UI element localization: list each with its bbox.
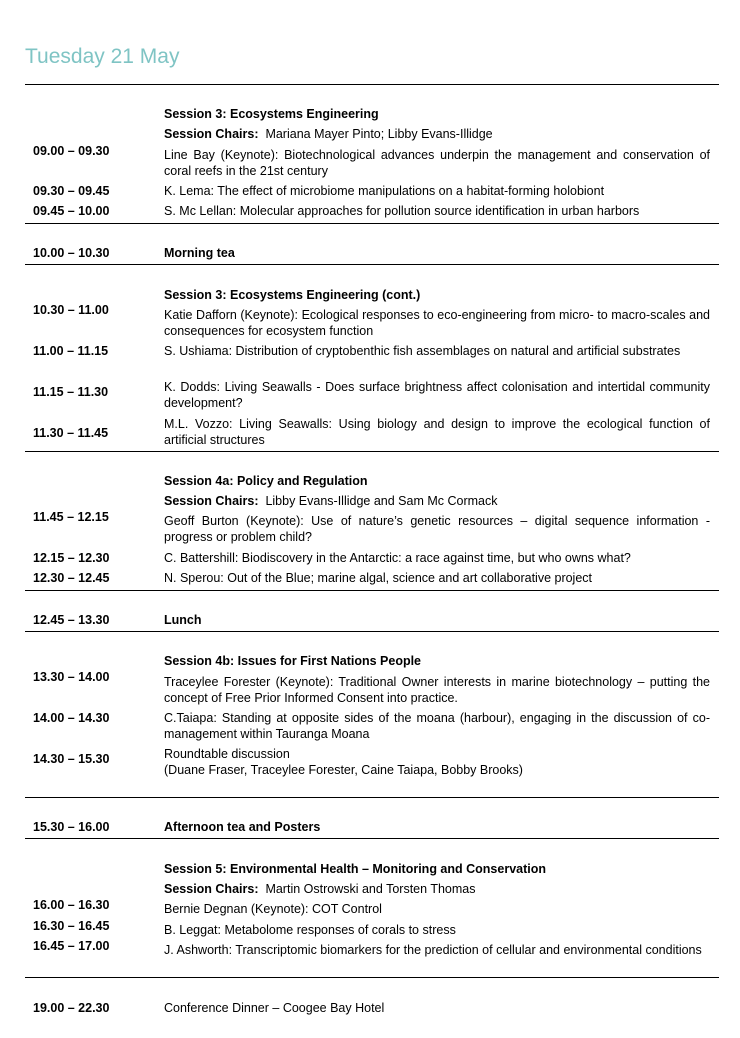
break-label: Afternoon tea and Posters <box>164 820 321 834</box>
schedule-time: 14.30 – 15.30 <box>33 752 110 766</box>
schedule-entry: C.Taiapa: Standing at opposite sides of the moana (harbour), engaging in the discussion of co-management within Tauranga Moana <box>164 711 710 741</box>
divider <box>25 631 719 632</box>
schedule-entry: K. Lema: The effect of microbiome manipulations on a habitat-forming holobiont <box>164 184 605 198</box>
schedule-entry: Conference Dinner – Coogee Bay Hotel <box>164 1001 385 1015</box>
schedule-time: 12.15 – 12.30 <box>33 551 110 565</box>
session-chairs-names: Libby Evans-Illidge and Sam Mc Cormack <box>265 494 498 508</box>
schedule-time: 12.30 – 12.45 <box>33 571 110 585</box>
session-title: Session 4a: Policy and Regulation <box>164 474 368 488</box>
schedule-time: 16.45 – 17.00 <box>33 939 110 953</box>
schedule-entry: N. Sperou: Out of the Blue; marine algal, science and art collaborative project <box>164 571 593 585</box>
divider <box>25 451 719 452</box>
schedule-entry: Line Bay (Keynote): Biotechnological advances underpin the management and conservation of coral reefs in the 21st century <box>164 148 710 178</box>
schedule-time: 10.30 – 11.00 <box>33 303 109 317</box>
schedule-entry: S. Mc Lellan: Molecular approaches for pollution source identification in urban harbors <box>164 204 640 218</box>
schedule-entry: Geoff Burton (Keynote): Use of nature’s genetic resources – digital sequence information - progress or problem child? <box>164 514 710 544</box>
break-label: Morning tea <box>164 246 235 260</box>
schedule-time: 14.00 – 14.30 <box>33 711 110 725</box>
schedule-entry: C. Battershill: Biodiscovery in the Antarctic: a race against time, but who owns what? <box>164 551 631 565</box>
session-chairs-names: Martin Ostrowski and Torsten Thomas <box>265 882 476 896</box>
session-chairs <box>164 881 710 897</box>
schedule-entry: Traceylee Forester (Keynote): Traditional Owner interests in marine biotechnology – putting the concept of Free Prior Informed Consent into practice. <box>164 675 710 705</box>
session-title: Session 5: Environmental Health – Monitoring and Conservation <box>164 862 547 876</box>
schedule-time: 15.30 – 16.00 <box>33 820 110 834</box>
divider <box>25 223 719 224</box>
schedule-entry: Katie Dafforn (Keynote): Ecological responses to eco-engineering from micro- to macro-scales and consequences for ecosystem function <box>164 308 710 338</box>
schedule-time: 19.00 – 22.30 <box>33 1001 110 1015</box>
session-title: Session 4b: Issues for First Nations People <box>164 654 422 668</box>
divider <box>25 838 719 839</box>
session-chairs <box>164 126 710 142</box>
session-chairs-names: Mariana Mayer Pinto; Libby Evans-Illidge <box>265 127 493 141</box>
schedule-entry: S. Ushiama: Distribution of cryptobenthic fish assemblages on natural and artificial substrates <box>164 344 681 358</box>
session-chairs-label: Session Chairs: <box>164 494 259 508</box>
schedule-time: 11.45 – 12.15 <box>33 510 109 524</box>
schedule-time: 16.30 – 16.45 <box>33 919 110 933</box>
schedule-time: 10.00 – 10.30 <box>33 246 110 260</box>
divider <box>25 590 719 591</box>
session-title: Session 3: Ecosystems Engineering (cont.) <box>164 288 421 302</box>
schedule-time: 13.30 – 14.00 <box>33 670 110 684</box>
schedule-time: 12.45 – 13.30 <box>33 613 110 627</box>
divider <box>25 977 719 978</box>
schedule-entry-detail: (Duane Fraser, Traceylee Forester, Caine Taiapa, Bobby Brooks) <box>164 763 523 777</box>
schedule-time: 09.30 – 09.45 <box>33 184 110 198</box>
schedule-time: 11.00 – 11.15 <box>33 344 109 358</box>
session-chairs <box>164 493 710 509</box>
schedule-entry: B. Leggat: Metabolome responses of corals to stress <box>164 923 456 937</box>
break-label: Lunch <box>164 613 202 627</box>
session-chairs-label: Session Chairs: <box>164 882 259 896</box>
schedule-entry: K. Dodds: Living Seawalls - Does surface brightness affect colonisation and intertidal community development? <box>164 380 710 410</box>
schedule-time: 09.00 – 09.30 <box>33 144 110 158</box>
schedule-entry: Bernie Degnan (Keynote): COT Control <box>164 902 382 916</box>
session-chairs-label: Session Chairs: <box>164 127 259 141</box>
schedule-time: 09.45 – 10.00 <box>33 204 110 218</box>
divider <box>25 797 719 798</box>
page-title: Tuesday 21 May <box>25 45 180 68</box>
schedule-entry: J. Ashworth: Transcriptomic biomarkers for the prediction of cellular and environmental conditions <box>164 943 702 957</box>
schedule-time: 11.30 – 11.45 <box>33 426 109 440</box>
schedule-time: 11.15 – 11.30 <box>33 385 109 399</box>
divider <box>25 264 719 265</box>
schedule-time: 16.00 – 16.30 <box>33 898 110 912</box>
divider <box>25 84 719 85</box>
schedule-entry: Roundtable discussion <box>164 747 290 761</box>
schedule-entry: M.L. Vozzo: Living Seawalls: Using biology and design to improve the ecological function of artificial structures <box>164 417 710 447</box>
session-title: Session 3: Ecosystems Engineering <box>164 107 379 121</box>
